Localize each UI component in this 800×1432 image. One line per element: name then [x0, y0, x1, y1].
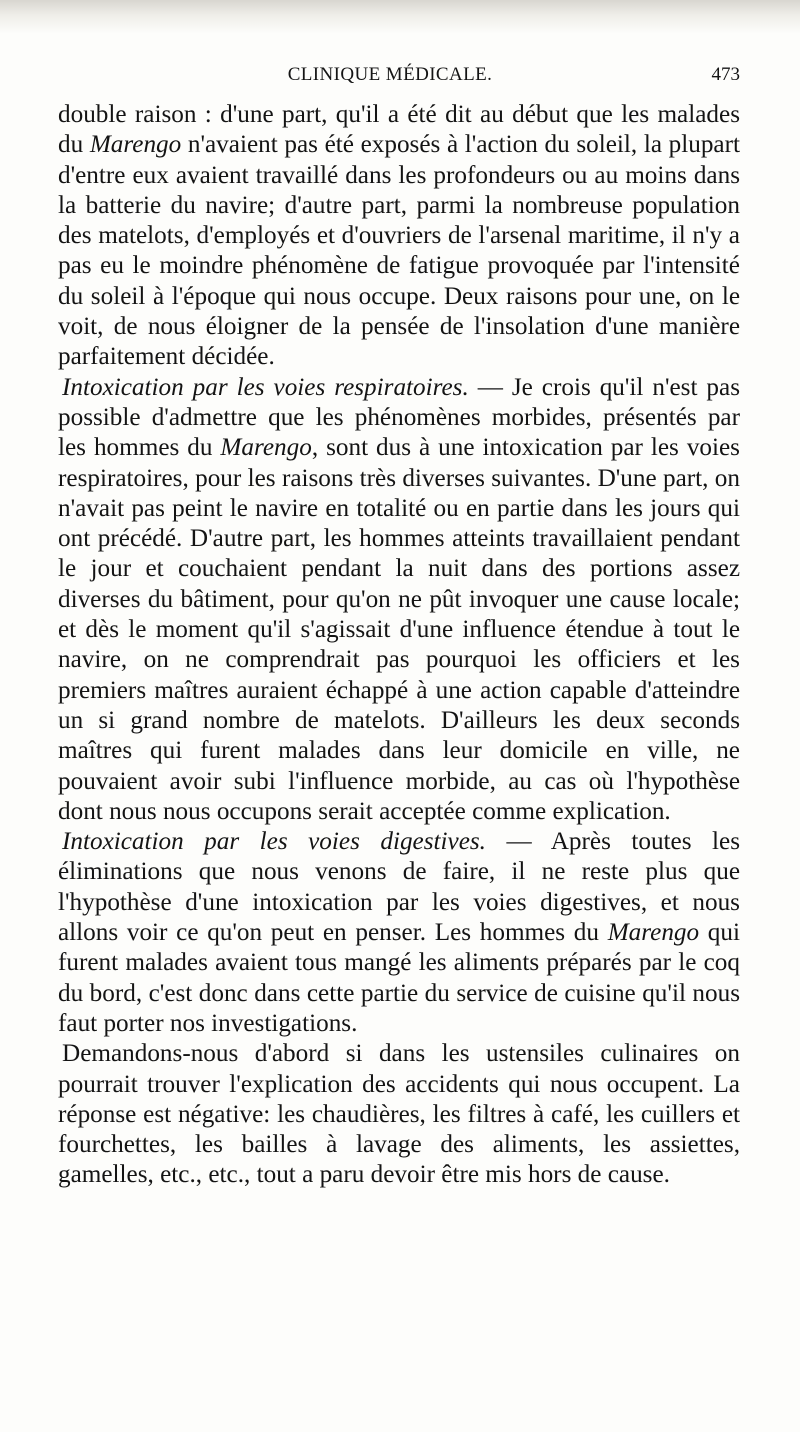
ship-name: Marengo — [220, 434, 312, 462]
paragraph — [58, 1039, 740, 1190]
text-segment: double raison : d'une part, qu'il a été dit au début que les malades du — [58, 101, 740, 159]
page-header — [40, 64, 740, 94]
paragraph — [58, 827, 740, 1039]
paragraph — [58, 373, 740, 827]
section-heading: Intoxication par les voies respiratoires. — [62, 373, 469, 401]
body-text — [58, 100, 740, 1191]
section-heading: Intoxication par les voies digestives. — [62, 828, 486, 856]
text-segment: , sont dus à une intoxication par les voies respiratoires, pour les raisons très diverses suivantes. D'une part, on n'avait pas peint le navire en totalité ou en partie dans les jours qui ont précédé. D'autre part, les hommes atteints travaillaient pendant le jour et couchaient pendant la nuit dans des portions assez diverses du bâtiment, pour qu'on ne pût invoquer une cause locale; et dès le moment qu'il s'agissait d'une influence étendue à tout le navire, on ne comprendrait pas pourquoi les officiers et les premiers maîtres auraient échappé à une action capable d'atteindre un si grand nombre de matelots. D'ailleurs les deux seconds maîtres qui furent malades dans leur domicile en ville, ne pouvaient avoir subi l'influence morbide, au cas où l'hypothèse dont nous nous occupons serait acceptée comme explication. — [58, 434, 740, 825]
running-title: CLINIQUE MÉDICALE. — [287, 64, 493, 85]
text-segment: qui furent malades avaient tous mangé les aliments préparés par le coq du bord, c'est donc dans cette partie du service de cuisine qu'il nous faut porter nos investigations. — [58, 919, 740, 1037]
page-number: 473 — [711, 64, 740, 85]
text-segment: — Je crois qu'il n'est pas possible d'admettre que les phénomènes morbides, présentés par les hommes du — [58, 373, 740, 462]
text-segment: — Après toutes les éliminations que nous venons de faire, il ne reste plus que l'hypothèse d'une intoxication par les voies digestives, et nous allons voir ce qu'on peut en penser. Les hommes du — [58, 828, 740, 947]
paragraph — [58, 100, 740, 373]
ship-name: Marengo — [89, 131, 182, 159]
text-segment: n'avaient pas été exposés à l'action du soleil, la plupart d'entre eux avaient travaillé dans les profondeurs ou au moins dans la batterie du navire; d'autre part, parmi la nombreuse population des matelots, d'employés et d'ouvriers de l'arsenal maritime, il n'y a pas eu le moindre phénomène de fatigue provoquée par l'intensité du soleil à l'époque qui nous occupe. Deux raisons pour une, on le voit, de nous éloigner de la pensée de l'insolation d'une manière parfaitement décidée. — [58, 131, 740, 371]
text-segment: Demandons-nous d'abord si dans les ustensiles culinaires on pourrait trouver l'explication des accidents qui nous occupent. La réponse est négative: les chaudières, les filtres à café, les cuillers et fourchettes, les bailles à lavage des aliments, les assiettes, gamelles, etc., etc., tout a paru devoir être mis hors de cause. — [58, 1040, 740, 1189]
scan-edge-shadow — [0, 0, 800, 34]
ship-name: Marengo — [607, 919, 700, 947]
